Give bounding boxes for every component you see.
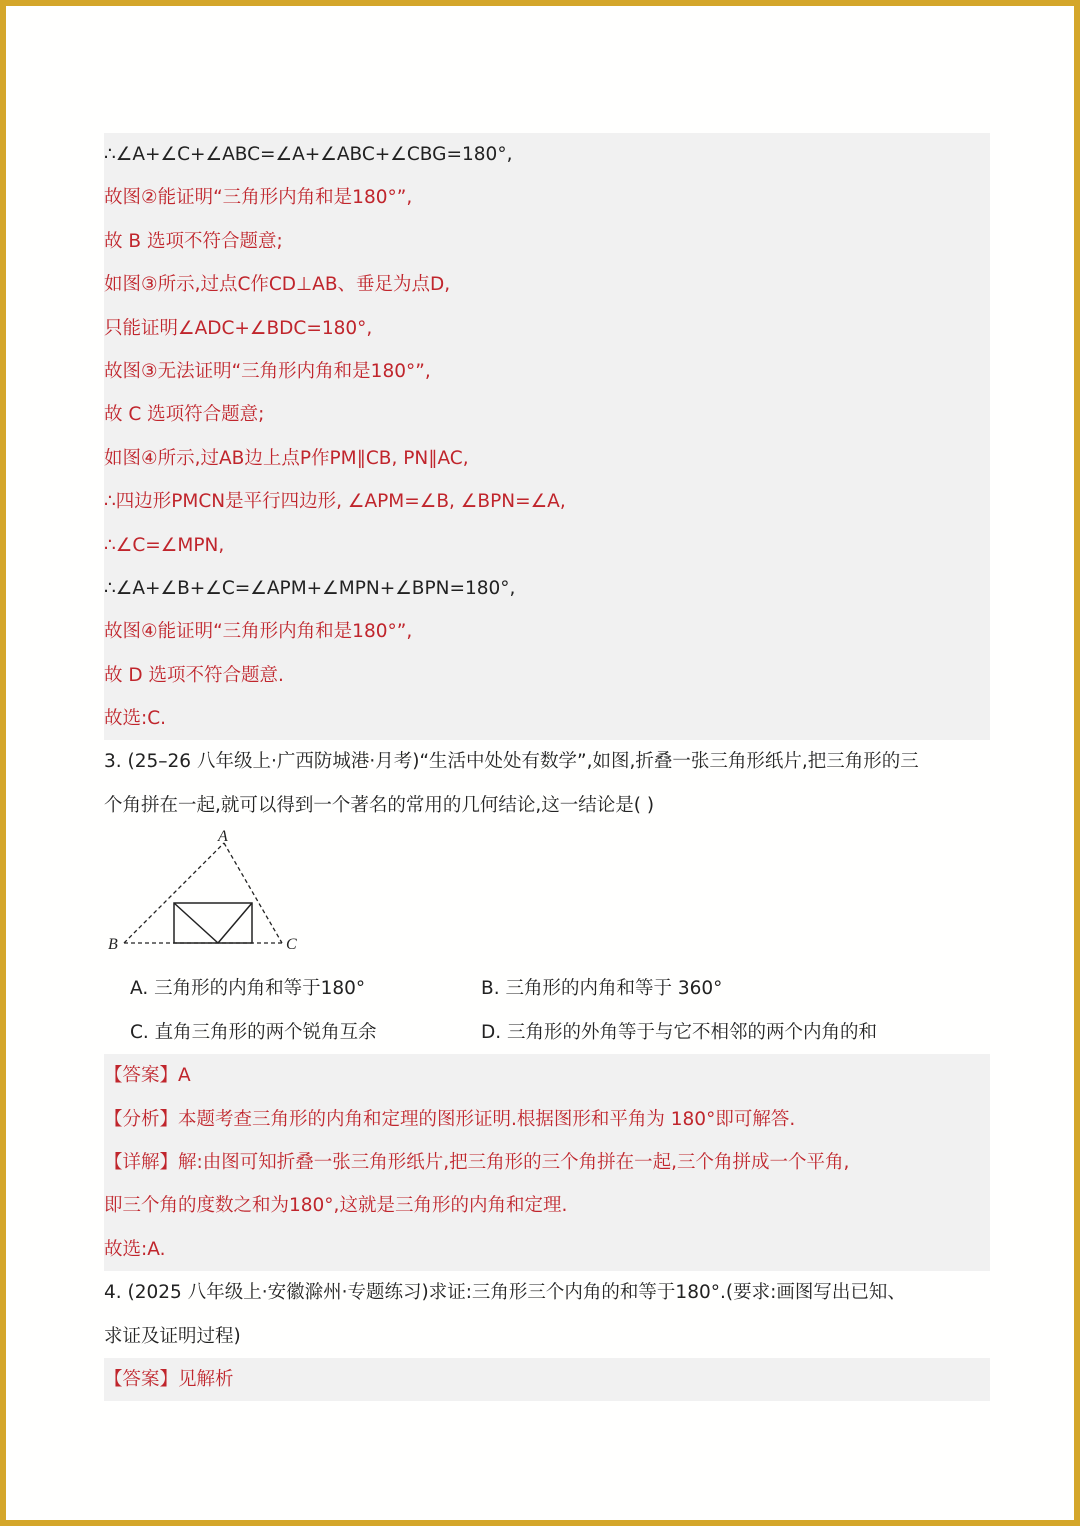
label-a: A [218,828,228,846]
solution-line: 故选:C. [104,708,167,730]
solution-line: 故 D 选项不符合题意. [104,664,284,686]
question-3-line-2: 个角拼在一起,就可以得到一个著名的常用的几何结论,这一结论是( ) [104,794,655,816]
solution-line: 如图④所示,过AB边上点P作PM∥CB, PN∥AC, [104,447,469,469]
question-3-options [104,967,990,1054]
solution-line: 故图②能证明“三角形内角和是180°”, [104,187,413,209]
label-c: C [286,936,297,954]
answer-block-q4 [104,1358,990,1401]
option-a[interactable]: A. 三角形的内角和等于180° [130,978,366,1000]
fold-line-right [218,903,252,943]
folded-rectangle [174,903,252,943]
answer-line: 【答案】A [104,1065,191,1087]
solution-block-q2 [104,133,990,740]
detail-line: 即三个角的度数之和为180°,这就是三角形的内角和定理. [104,1195,568,1217]
option-b[interactable]: B. 三角形的内角和等于 360° [481,978,723,1000]
solution-line: ∴∠A+∠C+∠ABC=∠A+∠ABC+∠CBG=180°, [104,144,513,165]
fold-line-left [174,903,218,943]
solution-line: 只能证明∠ADC+∠BDC=180°, [104,317,373,339]
question-4-line-1: 4. (2025 八年级上·安徽滁州·专题练习)求证:三角形三个内角的和等于180°.(要求:画图写出已知、 [104,1282,906,1304]
solution-line: 如图③所示,过点C作CD⊥AB、垂足为点D, [104,274,451,296]
answer-line: 【答案】见解析 [104,1368,234,1390]
analysis-line: 【分析】本题考查三角形的内角和定理的图形证明.根据图形和平角为 180°即可解答. [104,1108,796,1130]
solution-line: 故 B 选项不符合题意; [104,230,283,252]
solution-line: ∴四边形PMCN是平行四边形, ∠APM=∠B, ∠BPN=∠A, [104,491,566,513]
option-c[interactable]: C. 直角三角形的两个锐角互余 [130,1021,377,1043]
solution-line: ∴∠C=∠MPN, [104,534,225,556]
side-ac [224,843,282,943]
solution-line: ∴∠A+∠B+∠C=∠APM+∠MPN+∠BPN=180°, [104,577,516,599]
document-body [104,133,990,1401]
question-4-line-2: 求证及证明过程) [104,1325,241,1347]
choice-line: 故选:A. [104,1238,166,1260]
folded-triangle-figure [104,827,990,967]
solution-line: 故图③无法证明“三角形内角和是180°”, [104,360,431,382]
detail-line: 【详解】解:由图可知折叠一张三角形纸片,把三角形的三个角拼在一起,三个角拼成一个平角, [104,1152,850,1174]
question-3-line-1: 3. (25–26 八年级上·广西防城港·月考)“生活中处处有数学”,如图,折叠一张三角形纸片,把三角形的三 [104,751,919,773]
option-d[interactable]: D. 三角形的外角等于与它不相邻的两个内角的和 [481,1021,878,1043]
solution-line: 故图④能证明“三角形内角和是180°”, [104,621,413,643]
label-b: B [108,936,118,954]
solution-line: 故 C 选项符合题意; [104,404,265,426]
answer-block-q3 [104,1054,990,1271]
triangle-diagram [104,827,324,967]
